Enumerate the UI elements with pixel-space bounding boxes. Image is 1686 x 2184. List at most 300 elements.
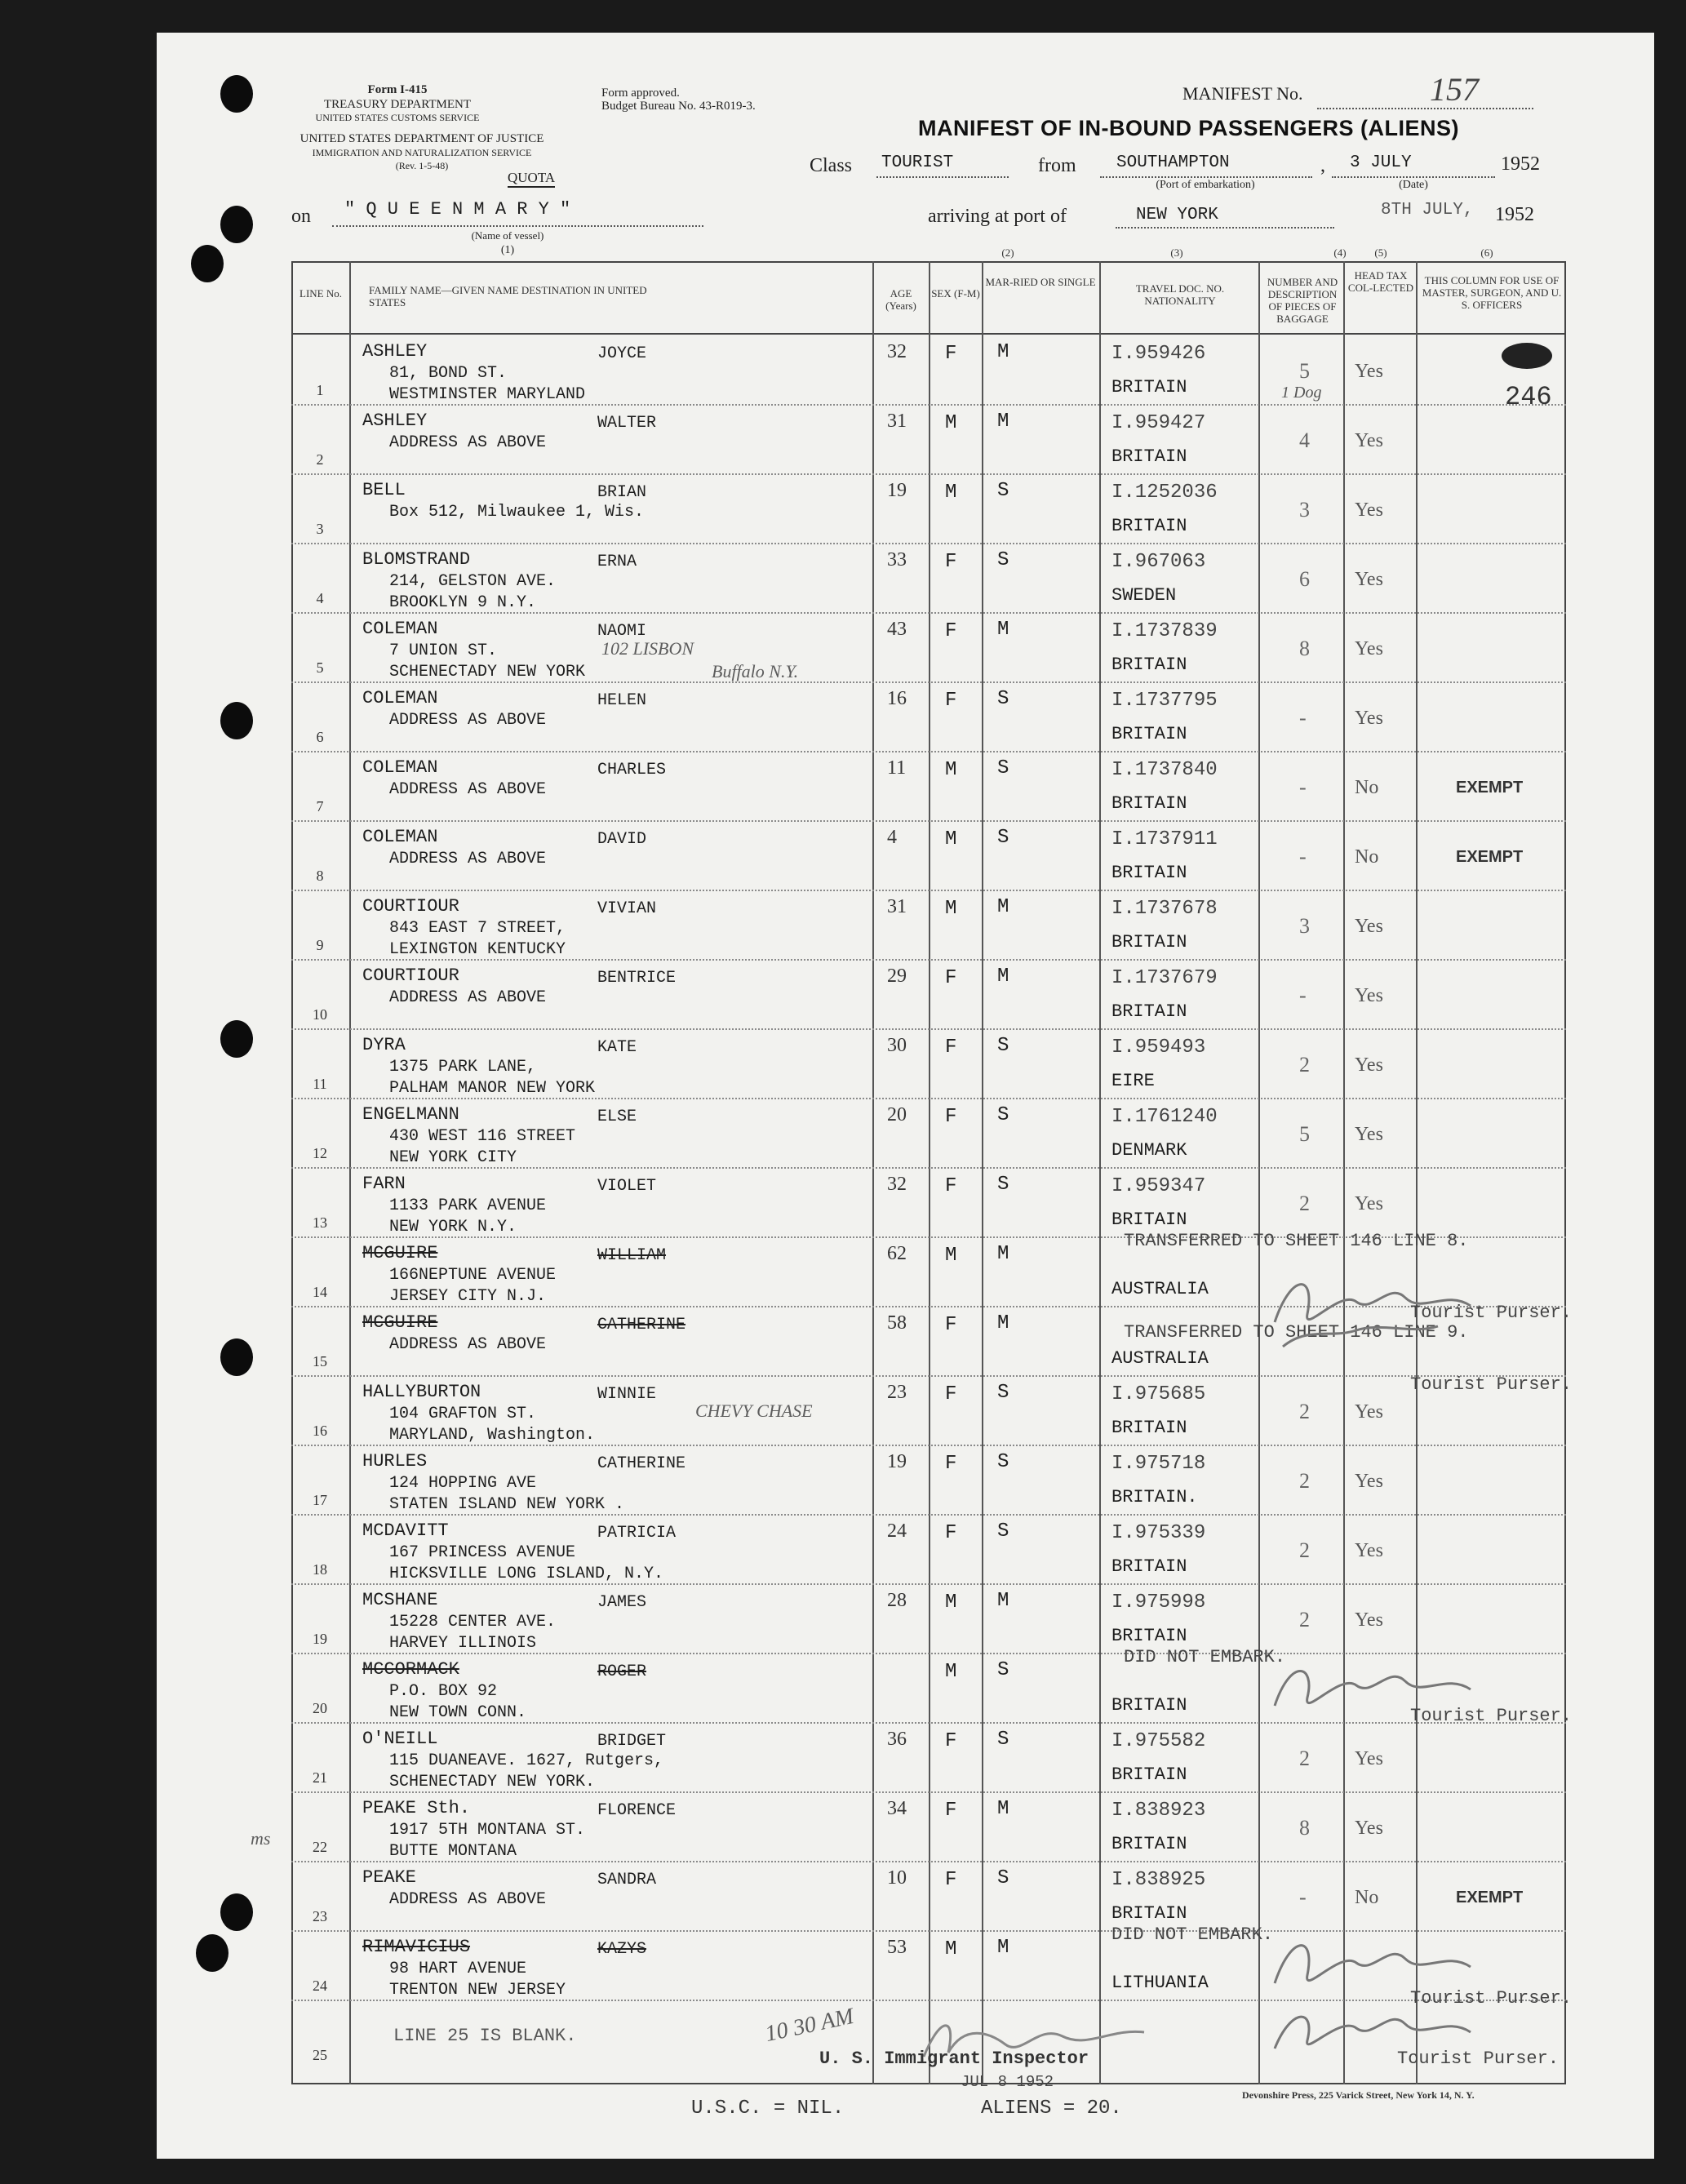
class-line [876, 176, 1009, 178]
travel-doc-no: I.1737795 [1111, 690, 1218, 712]
officer-note: EXEMPT [1456, 1889, 1524, 1907]
head-tax: No [1355, 846, 1379, 868]
officer-number: 246 [1505, 382, 1552, 412]
address-line-1: ADDRESS AS ABOVE [389, 433, 547, 452]
marital-status: M [997, 1937, 1009, 1959]
given-name: CATHERINE [597, 1454, 686, 1473]
line-number: 3 [316, 521, 324, 537]
sex: F [945, 343, 957, 365]
purser-25: Tourist Purser. [1397, 2049, 1560, 2069]
nationality: BRITAIN [1111, 793, 1187, 814]
age: 10 [887, 1867, 907, 1889]
head-tax: Yes [1355, 1054, 1383, 1076]
nationality: BRITAIN [1111, 1765, 1187, 1785]
row-divider [291, 1583, 1566, 1586]
baggage-count: 2 [1299, 1747, 1310, 1770]
arriving-date: 8TH JULY, [1381, 201, 1474, 220]
line-number: 21 [313, 1769, 327, 1786]
col-num-4: (4) [1333, 246, 1347, 259]
address-line-1: 167 PRINCESS AVENUE [389, 1543, 576, 1562]
baggage-count: 2 [1299, 1053, 1310, 1076]
line-number: 17 [313, 1492, 327, 1508]
line-number: 8 [316, 868, 324, 884]
nationality: BRITAIN [1111, 1418, 1187, 1438]
address-line-2: TRENTON NEW JERSEY [389, 1981, 566, 2000]
from-value: SOUTHAMPTON [1116, 153, 1230, 172]
nationality: BRITAIN [1111, 516, 1187, 536]
nationality: AUSTRALIA [1111, 1279, 1209, 1299]
travel-doc-no: I.1737679 [1111, 967, 1218, 989]
address-line-1: ADDRESS AS ABOVE [389, 988, 547, 1007]
nationality: LITHUANIA [1111, 1973, 1209, 1993]
address-line-1: 1375 PARK LANE, [389, 1058, 537, 1076]
given-name: ROGER [597, 1662, 647, 1681]
address-line-1: 115 DUANEAVE. 1627, Rutgers, [389, 1751, 664, 1770]
form-approved: Form approved. [601, 87, 680, 100]
family-name: ASHLEY [362, 411, 428, 431]
row-divider [291, 404, 1566, 406]
travel-doc-no: I.1737840 [1111, 759, 1218, 781]
address-line-1: 7 UNION ST. [389, 641, 498, 660]
row-divider [291, 1722, 1566, 1725]
purser-15: Tourist Purser. [1410, 1374, 1573, 1395]
line-number: 25 [313, 2047, 327, 2063]
marital-status: S [997, 1104, 1009, 1126]
head-tax: Yes [1355, 1124, 1383, 1145]
col-head-tax: HEAD TAX COL-LECTED [1347, 269, 1414, 294]
travel-doc-no: I.975718 [1111, 1453, 1206, 1475]
family-name: MCSHANE [362, 1590, 438, 1610]
baggage-count: 2 [1299, 1400, 1310, 1423]
sex: F [945, 967, 957, 989]
baggage-count: 2 [1299, 1538, 1310, 1562]
year-2: 1952 [1495, 204, 1534, 225]
vessel-name: " Q U E E N M A R Y " [344, 199, 571, 220]
address-line-2: SCHENECTADY NEW YORK [389, 663, 586, 681]
ink-blot [1502, 343, 1552, 369]
line-number: 16 [313, 1423, 327, 1439]
address-line-1: Box 512, Milwaukee 1, Wis. [389, 503, 645, 522]
row-divider [291, 890, 1566, 892]
family-name: MCDAVITT [362, 1520, 449, 1541]
family-name: RIMAVICIUS [362, 1937, 471, 1957]
manifest-page [157, 33, 1654, 2159]
row-divider [291, 1167, 1566, 1170]
col-num-6: (6) [1480, 246, 1493, 259]
age: 24 [887, 1520, 907, 1542]
head-tax: Yes [1355, 361, 1383, 382]
nationality: AUSTRALIA [1111, 1348, 1209, 1369]
age: 28 [887, 1590, 907, 1611]
travel-doc-no: I.959493 [1111, 1037, 1206, 1059]
inspection-date: JUL 8 1952 [961, 2073, 1054, 2091]
travel-doc-no: I.975685 [1111, 1383, 1206, 1405]
address-line-2: NEW YORK N.Y. [389, 1218, 517, 1236]
address-line-1: 166NEPTUNE AVENUE [389, 1266, 557, 1285]
marital-status: M [997, 1798, 1009, 1820]
line-number: 15 [313, 1353, 327, 1369]
head-tax: Yes [1355, 1818, 1383, 1839]
marital-status: S [997, 757, 1009, 779]
purser-14: Tourist Purser. [1410, 1303, 1573, 1323]
line-number: 2 [316, 451, 324, 468]
line-number: 11 [313, 1076, 327, 1092]
family-name: ENGELMANN [362, 1104, 459, 1125]
line-number: 18 [313, 1561, 327, 1578]
officer-note: EXEMPT [1456, 779, 1524, 797]
age: 4 [887, 827, 897, 848]
given-name: PATRICIA [597, 1524, 677, 1543]
address-line-2: HARVEY ILLINOIS [389, 1634, 537, 1653]
age: 19 [887, 1451, 907, 1472]
address-line-2: SCHENECTADY NEW YORK. [389, 1773, 596, 1791]
address-line-1: P.O. BOX 92 [389, 1682, 498, 1701]
sex: M [945, 482, 957, 504]
family-name: HURLES [362, 1451, 428, 1472]
line-number: 13 [313, 1214, 327, 1231]
address-line-2: WESTMINSTER MARYLAND [389, 385, 586, 404]
marital-status: S [997, 1035, 1009, 1057]
family-name: BLOMSTRAND [362, 549, 471, 570]
marital-status: S [997, 480, 1009, 502]
travel-doc-no: I.967063 [1111, 551, 1206, 573]
transfer-note-15: TRANSFERRED TO SHEET 146 LINE 9. [1124, 1322, 1469, 1343]
age: 16 [887, 688, 907, 709]
address-line-2: JERSEY CITY N.J. [389, 1287, 547, 1306]
col-sex: SEX (F-M) [931, 287, 980, 300]
baggage-count: 5 [1299, 1122, 1310, 1146]
nationality: BRITAIN [1111, 863, 1187, 883]
nationality: BRITAIN [1111, 446, 1187, 467]
age: 34 [887, 1798, 907, 1819]
given-name: WINNIE [597, 1385, 657, 1404]
marital-status: S [997, 1659, 1009, 1681]
line-number: 7 [316, 798, 324, 815]
arriving-port: NEW YORK [1136, 206, 1218, 224]
age: 53 [887, 1937, 907, 1958]
sex: M [945, 1591, 957, 1614]
baggage-count: 3 [1299, 498, 1310, 522]
manifest-no-line [1317, 108, 1533, 109]
row-divider [291, 1028, 1566, 1031]
sex: F [945, 1383, 957, 1405]
row-divider [291, 612, 1566, 615]
marital-status: S [997, 1729, 1009, 1751]
travel-doc-no: I.959426 [1111, 343, 1206, 365]
sex: M [945, 828, 957, 850]
transfer-note-14: TRANSFERRED TO SHEET 146 LINE 8. [1124, 1231, 1469, 1251]
family-name: DYRA [362, 1035, 406, 1055]
row-divider [291, 820, 1566, 823]
punch-hole [196, 1934, 228, 1972]
nationality: BRITAIN [1111, 1556, 1187, 1577]
class-label: Class [810, 155, 853, 176]
nationality: BRITAIN [1111, 1903, 1187, 1924]
line-number: 4 [316, 590, 324, 606]
nationality: BRITAIN [1111, 377, 1187, 397]
given-name: ERNA [597, 553, 637, 571]
punch-hole [220, 1338, 253, 1376]
family-name: COLEMAN [362, 827, 438, 847]
purser-20: Tourist Purser. [1410, 1706, 1573, 1726]
port-caption: (Port of embarkation) [1156, 179, 1255, 191]
on-label: on [291, 206, 311, 227]
punch-hole [220, 1020, 253, 1058]
usc-total: U.S.C. = NIL. [691, 2097, 845, 2120]
nationality: EIRE [1111, 1071, 1155, 1091]
address-line-1: 843 EAST 7 STREET, [389, 919, 566, 938]
row-divider [291, 473, 1566, 476]
col-line-no: LINE No. [299, 287, 342, 300]
col-officers: THIS COLUMN FOR USE OF MASTER, SURGEON, AND U. S. OFFICERS [1422, 274, 1562, 311]
col-married: MAR-RIED OR SINGLE [985, 276, 1096, 288]
marital-status: M [997, 411, 1009, 433]
age: 20 [887, 1104, 907, 1125]
address-line-1: 104 GRAFTON ST. [389, 1405, 537, 1423]
travel-doc-no: I.838923 [1111, 1800, 1206, 1822]
officer-note: EXEMPT [1456, 848, 1524, 866]
family-name: MCCORMACK [362, 1659, 459, 1680]
row-divider [291, 751, 1566, 753]
travel-doc-no: I.975339 [1111, 1522, 1206, 1544]
baggage-count: 4 [1299, 428, 1310, 452]
line-number: 20 [313, 1700, 327, 1716]
baggage-count: - [1299, 983, 1307, 1007]
from-label: from [1038, 155, 1076, 176]
marital-status: M [997, 965, 1009, 988]
family-name: COLEMAN [362, 688, 438, 708]
class-value: TOURIST [881, 153, 954, 172]
baggage-count: 5 [1299, 359, 1310, 383]
baggage-count: 6 [1299, 567, 1310, 591]
handwritten-city-5: Buffalo N.Y. [712, 661, 799, 681]
age: 30 [887, 1035, 907, 1056]
age: 58 [887, 1312, 907, 1334]
given-name: BENTRICE [597, 969, 677, 988]
age: 32 [887, 1174, 907, 1195]
head-tax: Yes [1355, 1401, 1383, 1423]
ins-service: IMMIGRATION AND NATURALIZATION SERVICE [312, 147, 532, 158]
marital-status: S [997, 1520, 1009, 1543]
col-name: FAMILY NAME—GIVEN NAME DESTINATION IN UNITED STATES [369, 284, 647, 309]
travel-doc-no: I.975582 [1111, 1730, 1206, 1752]
head-tax: Yes [1355, 638, 1383, 659]
head-tax: Yes [1355, 1748, 1383, 1769]
family-name: FARN [362, 1174, 406, 1194]
head-tax: Yes [1355, 1193, 1383, 1214]
family-name: O'NEILL [362, 1729, 438, 1749]
inspector-label: U. S. Immigrant Inspector [819, 2049, 1089, 2069]
head-tax: Yes [1355, 499, 1383, 521]
purser-signature [1258, 1257, 1552, 1355]
family-name: HALLYBURTON [362, 1382, 481, 1402]
address-line-2: PALHAM MANOR NEW YORK [389, 1079, 596, 1098]
address-line-1: 124 HOPPING AVE [389, 1474, 537, 1493]
did-not-embark-20: DID NOT EMBARK. [1124, 1647, 1286, 1667]
given-name: CATHERINE [597, 1316, 686, 1334]
marital-status: M [997, 619, 1009, 641]
given-name: KATE [597, 1038, 637, 1057]
aliens-total: ALIENS = 20. [981, 2097, 1122, 2120]
marital-status: S [997, 827, 1009, 849]
baggage-count: 2 [1299, 1469, 1310, 1493]
address-line-1: 98 HART AVENUE [389, 1960, 527, 1978]
baggage-count: 2 [1299, 1608, 1310, 1631]
given-name: KAZYS [597, 1940, 647, 1959]
line-number: 10 [313, 1006, 327, 1023]
family-name: COLEMAN [362, 757, 438, 778]
address-line-2: BUTTE MONTANA [389, 1842, 517, 1861]
baggage-count: 8 [1299, 1816, 1310, 1840]
did-not-embark-24: DID NOT EMBARK. [1111, 1924, 1274, 1945]
sex: M [945, 898, 957, 920]
punch-hole [220, 702, 253, 739]
date-value: 3 JULY [1350, 153, 1412, 172]
given-name: BRIDGET [597, 1732, 667, 1751]
sex: M [945, 1661, 957, 1683]
col-age: AGE (Years) [885, 287, 916, 312]
margin-mark: ms [251, 1828, 271, 1849]
col-num-5: (5) [1374, 246, 1387, 259]
sex: F [945, 1453, 957, 1475]
row-divider [291, 1098, 1566, 1100]
sex: F [945, 1106, 957, 1128]
address-line-1: ADDRESS AS ABOVE [389, 711, 547, 730]
baggage-count: 8 [1299, 637, 1310, 660]
line-number: 22 [313, 1839, 327, 1855]
sex: F [945, 1175, 957, 1197]
nationality: BRITAIN [1111, 1210, 1187, 1230]
sex: M [945, 1245, 957, 1267]
vessel-col-num: (1) [500, 244, 515, 256]
sex: M [945, 759, 957, 781]
nationality: BRITAIN [1111, 932, 1187, 952]
family-name: COURTIOUR [362, 896, 459, 917]
family-name: COLEMAN [362, 619, 438, 639]
given-name: JAMES [597, 1593, 647, 1612]
sex: F [945, 1037, 957, 1059]
date-caption: (Date) [1399, 179, 1428, 191]
head-tax: No [1355, 1887, 1379, 1908]
line-number: 23 [313, 1908, 327, 1924]
row-divider [291, 959, 1566, 961]
head-tax: No [1355, 777, 1379, 798]
marital-status: S [997, 549, 1009, 571]
head-tax: Yes [1355, 1609, 1383, 1631]
line-number: 19 [313, 1631, 327, 1647]
age: 43 [887, 619, 907, 640]
age: 19 [887, 480, 907, 501]
revision: (Rev. 1-5-48) [395, 160, 449, 171]
sex: M [945, 412, 957, 434]
given-name: SANDRA [597, 1871, 657, 1889]
line-number: 9 [316, 937, 324, 953]
row-divider [291, 1514, 1566, 1516]
vessel-caption: (Name of vessel) [471, 229, 544, 242]
sex: F [945, 551, 957, 573]
family-name: PEAKE Sth. [362, 1798, 471, 1818]
row-divider [291, 1791, 1566, 1794]
line-number: 12 [313, 1145, 327, 1161]
justice-dept: UNITED STATES DEPARTMENT OF JUSTICE [299, 132, 544, 145]
sex: F [945, 1869, 957, 1891]
customs-service: UNITED STATES CUSTOMS SERVICE [315, 112, 480, 123]
handwritten-addr-16: CHEVY CHASE [695, 1401, 813, 1421]
marital-status: M [997, 1590, 1009, 1612]
family-name: MCGUIRE [362, 1243, 438, 1263]
age: 29 [887, 965, 907, 987]
nationality: SWEDEN [1111, 585, 1177, 606]
marital-status: S [997, 1867, 1009, 1889]
given-name: CHARLES [597, 761, 667, 779]
family-name: PEAKE [362, 1867, 417, 1888]
family-name: MCGUIRE [362, 1312, 438, 1333]
address-line-1: 1917 5TH MONTANA ST. [389, 1821, 586, 1840]
marital-status: S [997, 1174, 1009, 1196]
punch-hole [220, 1893, 253, 1931]
treasury-dept: TREASURY DEPARTMENT [323, 98, 472, 111]
travel-doc-no: I.1761240 [1111, 1106, 1218, 1128]
address-line-1: ADDRESS AS ABOVE [389, 850, 547, 868]
year-1: 1952 [1501, 153, 1540, 175]
sex: F [945, 1730, 957, 1752]
sex: F [945, 1314, 957, 1336]
time-note: 10 30 AM [762, 2003, 856, 2048]
travel-doc-no: I.1252036 [1111, 482, 1218, 504]
address-line-1: 81, BOND ST. [389, 364, 508, 383]
row-divider [291, 1445, 1566, 1447]
sex: F [945, 1800, 957, 1822]
given-name: HELEN [597, 691, 647, 710]
col-baggage: NUMBER AND DESCRIPTION OF PIECES OF BAGGAGE [1267, 276, 1338, 325]
given-name: DAVID [597, 830, 647, 849]
address-line-1: 430 WEST 116 STREET [389, 1127, 576, 1146]
address-line-2: HICKSVILLE LONG ISLAND, N.Y. [389, 1565, 664, 1583]
sex: F [945, 690, 957, 712]
printer-imprint: Devonshire Press, 225 Varick Street, New York 14, N. Y. [1242, 2089, 1475, 2101]
age: 36 [887, 1729, 907, 1750]
purser-signature [1258, 1649, 1552, 1722]
vessel-line [332, 225, 703, 227]
family-name: COURTIOUR [362, 965, 459, 986]
travel-doc-no: I.959427 [1111, 412, 1206, 434]
given-name: VIOLET [597, 1177, 657, 1196]
family-name: ASHLEY [362, 341, 428, 362]
manifest-no-value: 157 [1430, 71, 1479, 108]
nationality: BRITAIN [1111, 1626, 1187, 1646]
baggage-count: - [1299, 1885, 1307, 1909]
age: 33 [887, 549, 907, 570]
baggage-count: - [1299, 845, 1307, 868]
comma: , [1320, 155, 1325, 176]
head-tax: Yes [1355, 708, 1383, 729]
manifest-no-label: MANIFEST No. [1182, 83, 1303, 104]
head-tax: Yes [1355, 1471, 1383, 1492]
given-name: ELSE [597, 1108, 637, 1126]
age: 62 [887, 1243, 907, 1264]
line-number: 6 [316, 729, 324, 745]
age: 11 [887, 757, 907, 779]
head-tax: Yes [1355, 985, 1383, 1006]
sex: F [945, 1522, 957, 1544]
row-divider [291, 1861, 1566, 1863]
travel-doc-no: I.975998 [1111, 1591, 1206, 1614]
family-name: BELL [362, 480, 406, 500]
travel-doc-no: I.1737911 [1111, 828, 1218, 850]
line-number: 5 [316, 659, 324, 676]
head-tax: Yes [1355, 1540, 1383, 1561]
sex: F [945, 620, 957, 642]
